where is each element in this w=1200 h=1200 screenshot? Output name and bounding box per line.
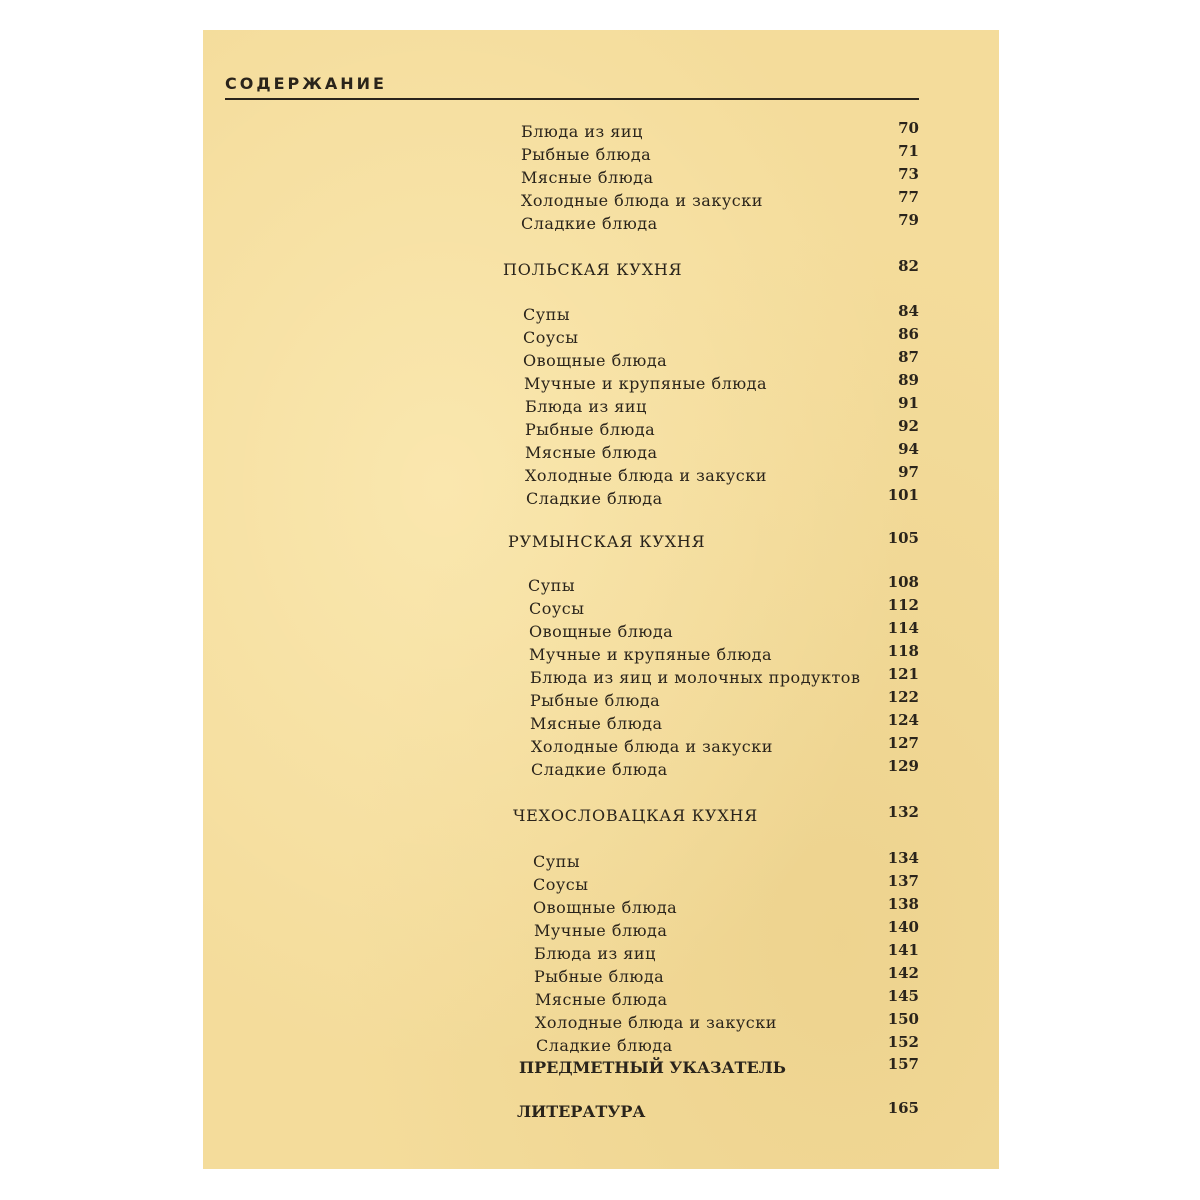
toc-page-number: 71 (898, 142, 919, 160)
toc-entry-title: Соусы (523, 328, 579, 347)
toc-page-number: 105 (887, 529, 919, 547)
toc-page-number: 141 (887, 941, 919, 959)
toc-entry (203, 711, 999, 738)
toc-entry-title: Сладкие блюда (521, 214, 658, 233)
toc-entry-title: Рыбные блюда (521, 145, 652, 164)
toc-entry (203, 211, 999, 238)
contents-heading: СОДЕРЖАНИЕ (225, 74, 387, 93)
toc-entry-title: Овощные блюда (533, 898, 678, 917)
toc-entry (203, 119, 999, 146)
toc-page-number: 150 (887, 1010, 919, 1028)
toc-page-number: 134 (887, 849, 919, 867)
toc-entry-title: Сладкие блюда (536, 1036, 673, 1055)
toc-page-number: 142 (887, 964, 919, 982)
toc-entry-title: Блюда из яиц (521, 122, 643, 141)
toc-entry (203, 302, 999, 329)
toc-entry-title: Соусы (529, 599, 585, 618)
toc-entry (203, 757, 999, 784)
toc-page-number: 77 (898, 188, 919, 206)
toc-page-number: 86 (898, 325, 919, 343)
toc-entry (203, 665, 999, 692)
toc-entry-title: Холодные блюда и закуски (521, 191, 763, 210)
toc-page-number: 101 (887, 486, 919, 504)
toc-entry (203, 987, 999, 1014)
toc-entry (203, 596, 999, 623)
toc-page-number: 122 (887, 688, 919, 706)
toc-entry (203, 849, 999, 876)
toc-entry (203, 895, 999, 922)
toc-entry (203, 642, 999, 669)
toc-entry (203, 1033, 999, 1060)
toc-entry-title: Супы (523, 305, 571, 324)
toc-section-entry (203, 803, 999, 830)
toc-page-number: 127 (887, 734, 919, 752)
toc-entry (203, 165, 999, 192)
toc-section-entry (203, 529, 999, 556)
toc-entry (203, 440, 999, 467)
toc-entry-title: ЛИТЕРАТУРА (517, 1102, 646, 1121)
toc-page-number: 132 (887, 803, 919, 821)
toc-entry-title: ЧЕХОСЛОВАЦКАЯ КУХНЯ (513, 806, 759, 825)
toc-page-number: 94 (898, 440, 919, 458)
toc-entry (203, 394, 999, 421)
toc-entry-title: Мясные блюда (525, 443, 658, 462)
toc-entry-title: Овощные блюда (523, 351, 668, 370)
toc-page-number: 89 (898, 371, 919, 389)
toc-page-number: 112 (887, 596, 919, 614)
toc-entry-title: Мучные и крупяные блюда (524, 374, 768, 393)
toc-entry-title: Холодные блюда и закуски (531, 737, 773, 756)
toc-entry (203, 486, 999, 513)
toc-entry (203, 872, 999, 899)
book-page (203, 30, 999, 1169)
toc-page-number: 84 (898, 302, 919, 320)
toc-page-number: 137 (887, 872, 919, 890)
toc-page-number: 138 (887, 895, 919, 913)
toc-entry-title: Мясные блюда (521, 168, 654, 187)
toc-page-number: 114 (887, 619, 919, 637)
toc-page-number: 152 (887, 1033, 919, 1051)
toc-page-number: 157 (887, 1055, 919, 1073)
toc-page-number: 129 (887, 757, 919, 775)
toc-entry (203, 417, 999, 444)
toc-entry (203, 348, 999, 375)
toc-page-number: 91 (898, 394, 919, 412)
toc-entry-title: Овощные блюда (529, 622, 674, 641)
toc-page-number: 87 (898, 348, 919, 366)
toc-entry-title: Мясные блюда (535, 990, 668, 1009)
toc-section-entry (203, 257, 999, 284)
toc-entry (203, 573, 999, 600)
toc-entry (203, 964, 999, 991)
toc-entry-title: Рыбные блюда (534, 967, 665, 986)
toc-section-entry (203, 1055, 999, 1082)
toc-entry (203, 688, 999, 715)
toc-page-number: 145 (887, 987, 919, 1005)
toc-entry-title: Супы (528, 576, 576, 595)
toc-page-number: 124 (887, 711, 919, 729)
toc-entry-title: Соусы (533, 875, 589, 894)
toc-entry-title: Блюда из яиц (525, 397, 647, 416)
toc-entry-title: Холодные блюда и закуски (525, 466, 767, 485)
toc-entry-title: Холодные блюда и закуски (535, 1013, 777, 1032)
toc-entry-title: ПОЛЬСКАЯ КУХНЯ (503, 260, 683, 279)
toc-page-number: 140 (887, 918, 919, 936)
toc-entry (203, 918, 999, 945)
toc-entry-title: Сладкие блюда (526, 489, 663, 508)
heading-rule (225, 98, 919, 100)
toc-entry (203, 371, 999, 398)
toc-entry-title: Рыбные блюда (525, 420, 656, 439)
toc-page-number: 73 (898, 165, 919, 183)
toc-entry (203, 142, 999, 169)
toc-entry-title: Сладкие блюда (531, 760, 668, 779)
toc-page-number: 79 (898, 211, 919, 229)
toc-entry-title: Блюда из яиц (534, 944, 656, 963)
toc-section-entry (203, 1099, 999, 1126)
toc-entry-title: РУМЫНСКАЯ КУХНЯ (508, 532, 706, 551)
toc-entry-title: Блюда из яиц и молочных продуктов (530, 668, 861, 687)
toc-entry (203, 619, 999, 646)
toc-page-number: 165 (887, 1099, 919, 1117)
toc-page-number: 92 (898, 417, 919, 435)
toc-entry (203, 463, 999, 490)
toc-entry (203, 1010, 999, 1037)
toc-entry-title: Мучные блюда (534, 921, 668, 940)
toc-page-number: 108 (887, 573, 919, 591)
toc-entry (203, 941, 999, 968)
toc-entry-title: Рыбные блюда (530, 691, 661, 710)
toc-entry-title: Мучные и крупяные блюда (529, 645, 773, 664)
toc-page-number: 70 (898, 119, 919, 137)
toc-entry (203, 188, 999, 215)
toc-entry (203, 325, 999, 352)
toc-page-number: 118 (887, 642, 919, 660)
toc-entry-title: Супы (533, 852, 581, 871)
toc-entry (203, 734, 999, 761)
toc-entry-title: Мясные блюда (530, 714, 663, 733)
toc-page-number: 121 (887, 665, 919, 683)
toc-page-number: 82 (898, 257, 919, 275)
toc-entry-title: ПРЕДМЕТНЫЙ УКАЗАТЕЛЬ (519, 1058, 786, 1077)
toc-page-number: 97 (898, 463, 919, 481)
